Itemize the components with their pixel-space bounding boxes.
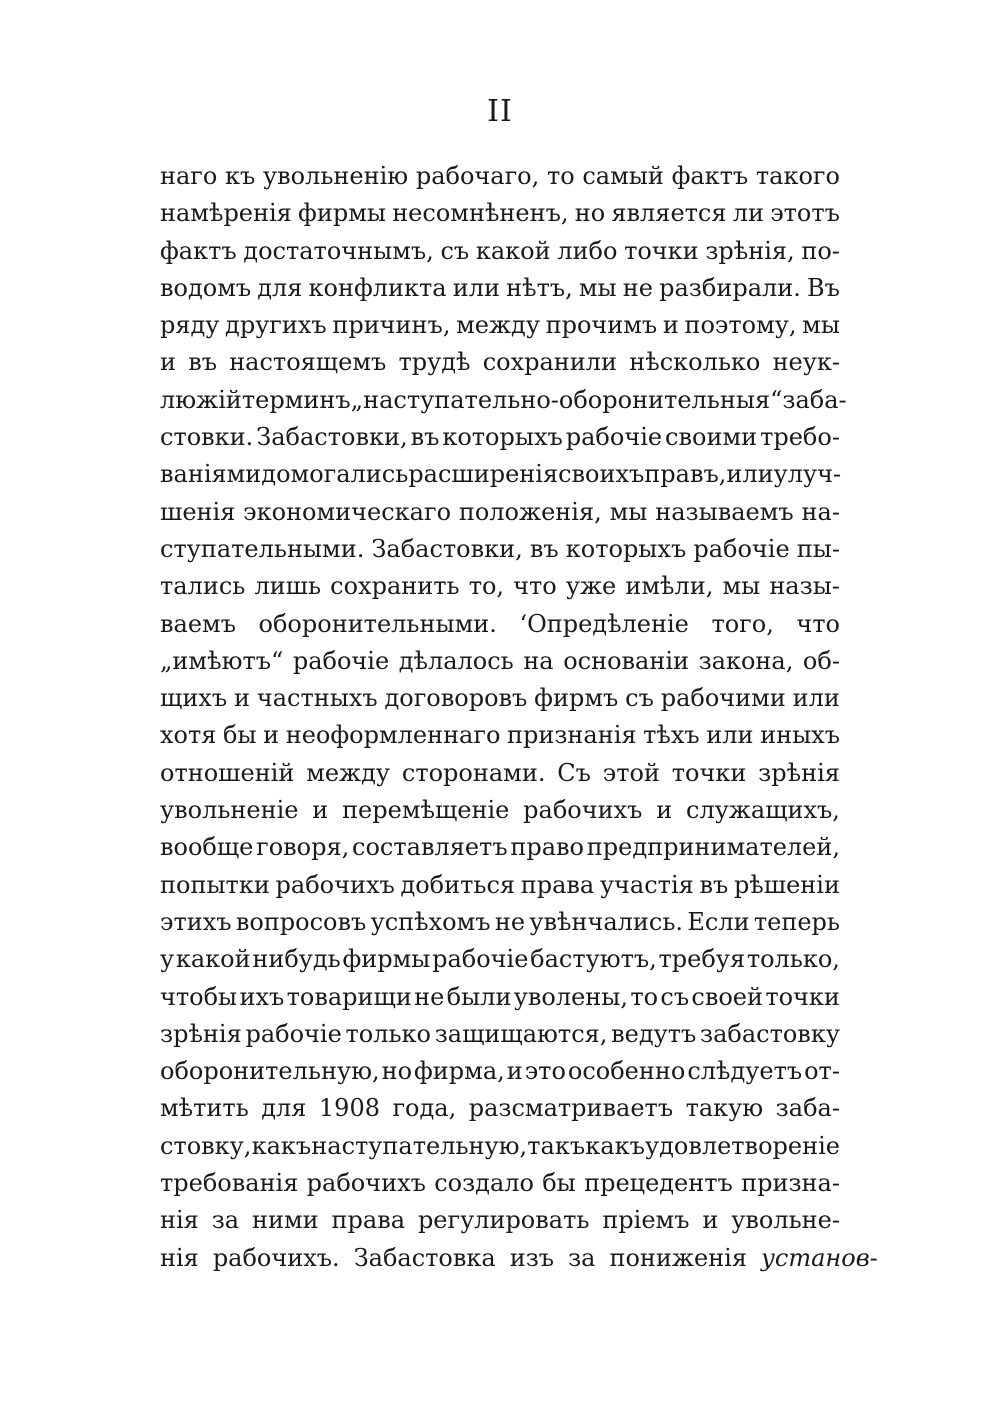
word: между [456, 311, 540, 340]
word: зрѣнія [758, 758, 840, 787]
word: фирмы [298, 199, 386, 228]
word: говоря, [256, 833, 350, 862]
word: съ [440, 236, 470, 265]
word: оборонительными. [258, 609, 497, 638]
word: какъ [585, 1131, 645, 1160]
word: попытки [160, 870, 270, 899]
word: фактъ [160, 236, 237, 265]
word: права [520, 870, 595, 899]
word: прецедентъ [584, 1169, 733, 1198]
word: ними [252, 1206, 319, 1235]
word: года, [392, 1094, 457, 1123]
word: Забастовка [353, 1243, 496, 1272]
word: самый [582, 162, 664, 190]
word: этихъ [160, 907, 232, 936]
text-line [160, 941, 840, 978]
word: прочимъ [545, 311, 658, 340]
word: стовки. [160, 423, 254, 452]
text-line [160, 1128, 840, 1165]
word: товарищи [286, 982, 412, 1011]
word: рабочими [660, 684, 786, 713]
text-line [160, 568, 840, 605]
word: люжій [160, 385, 242, 414]
word: Если [687, 907, 750, 936]
word: наступательную, [311, 1131, 528, 1160]
word: которыхъ [442, 423, 563, 452]
word: для [261, 1094, 307, 1123]
text-line [160, 307, 840, 344]
word: мы [802, 311, 840, 340]
word: нія [160, 1206, 199, 1235]
word: своими [665, 423, 758, 452]
word: бы [222, 721, 257, 750]
word: то [546, 162, 575, 190]
word: ʻОпредѣленіе [519, 609, 689, 638]
word: или [792, 684, 840, 713]
word: служащихъ, [686, 796, 840, 825]
word: причинъ, [332, 311, 451, 340]
word: рѣшеніи [733, 870, 840, 899]
word: пониженія [609, 1243, 747, 1272]
word: и [702, 1206, 719, 1235]
word: положенія, [458, 497, 602, 526]
text-line [160, 755, 840, 792]
word: слѣдуетъ [687, 1057, 803, 1086]
word: зрѣнія, [705, 236, 795, 265]
word: сторонами. [401, 758, 546, 787]
word: рабочіе [432, 945, 529, 974]
text-line [160, 494, 840, 531]
text-line [160, 1053, 840, 1090]
word: расширенія [408, 460, 559, 489]
word: въ [529, 534, 559, 563]
word: намѣренія [160, 199, 292, 228]
word: фактъ [671, 162, 749, 190]
word: мы [722, 572, 761, 601]
word: ведутъ [611, 1019, 697, 1048]
word: или [452, 273, 500, 302]
text-line [160, 717, 840, 754]
word: домогались [261, 460, 409, 489]
word: требуя [658, 945, 746, 974]
word: поэтому, [684, 311, 797, 340]
word: но [381, 1057, 413, 1086]
word: не [622, 273, 653, 302]
word: только, [746, 945, 840, 974]
word: какой [475, 236, 551, 265]
word: увольненію [262, 162, 409, 190]
word: бы [542, 1169, 576, 1198]
word: сохранить [330, 572, 460, 601]
word: точки [765, 982, 840, 1011]
word: то [630, 982, 659, 1011]
word: либо [557, 236, 618, 265]
word: закона, [698, 646, 794, 675]
word: были [446, 982, 512, 1011]
word: от- [804, 1057, 840, 1086]
text-line [160, 1165, 840, 1202]
word: настоящемъ [229, 348, 387, 377]
word: къ [225, 162, 256, 190]
body-text [160, 158, 878, 1277]
word: ряду [160, 311, 220, 340]
word: съ [625, 684, 654, 713]
text-line [160, 643, 840, 680]
word: призна- [741, 1169, 840, 1198]
word: что [513, 572, 557, 601]
word: заба- [782, 385, 847, 414]
word: за [568, 1243, 596, 1272]
word: об- [802, 646, 840, 675]
word: рабочіе [245, 1019, 342, 1048]
word: ли [732, 199, 764, 228]
word: этой [602, 758, 660, 787]
word: рабочіе [565, 423, 663, 452]
word: и [312, 796, 329, 825]
word: Съ [557, 758, 591, 787]
word: въ [410, 423, 440, 452]
word: удовлетвореніе [644, 1131, 840, 1160]
text-line [160, 195, 840, 232]
word: ступательными. [160, 534, 365, 563]
word: своей [691, 982, 764, 1011]
word: теперь [753, 907, 840, 936]
word: стовку, [160, 1131, 252, 1160]
word: терминъ [241, 385, 351, 414]
word: „наступательно-оборонительныя“ [350, 385, 783, 414]
word: улуч- [773, 460, 842, 489]
word: для [257, 273, 303, 302]
word: предпринимателей, [586, 833, 840, 862]
word: право [510, 833, 585, 862]
word: нѣсколько [629, 348, 761, 377]
word: рабочіе [693, 534, 790, 563]
word: увольненіе [160, 796, 299, 825]
word: бастуютъ, [530, 945, 657, 974]
word: вообще [160, 833, 254, 862]
word: вопросовъ [235, 907, 367, 936]
word: точки [671, 758, 747, 787]
word: лишь [254, 572, 322, 601]
word: наго [160, 162, 218, 190]
word: рабочихъ [523, 796, 643, 825]
word: но [574, 199, 606, 228]
text-line [160, 904, 840, 941]
word: успѣхомъ [370, 907, 491, 936]
word: въ [188, 348, 217, 377]
word: требованія [160, 1169, 299, 1198]
word: мы [578, 273, 617, 302]
word: частныхъ [256, 684, 378, 713]
word: пріемъ [602, 1206, 690, 1235]
text-line [160, 270, 840, 307]
word: заба- [775, 1094, 840, 1123]
text-line [160, 979, 840, 1016]
word: достаточнымъ, [243, 236, 434, 265]
word: признанія [506, 721, 637, 750]
word: фирмы [342, 945, 431, 974]
word: или [726, 460, 774, 489]
word: уже [565, 572, 617, 601]
word: или [706, 721, 754, 750]
word: „имѣютъ“ [160, 646, 284, 675]
word: рабочихъ [275, 870, 395, 899]
word-italic: установ- [761, 1243, 878, 1272]
word: какъ [251, 1131, 312, 1160]
word: конфликта [308, 273, 447, 302]
word: на [523, 646, 554, 675]
word: другихъ [225, 311, 327, 340]
word: такого [755, 162, 840, 190]
text-line [160, 158, 840, 195]
word: экономическаго [243, 497, 452, 526]
word: неук- [772, 348, 840, 377]
word: ваніями [160, 460, 262, 489]
word: перемѣщеніе [342, 796, 510, 825]
word: фирмъ [534, 684, 619, 713]
word: чтобы [160, 982, 238, 1011]
word: такъ [527, 1131, 586, 1160]
text-line [160, 233, 840, 270]
word: увѣнчались. [529, 907, 684, 936]
word: правъ, [644, 460, 727, 489]
word: нія [160, 1243, 199, 1272]
word: требо- [760, 423, 840, 452]
word: за [211, 1206, 240, 1235]
text-line [160, 1016, 840, 1053]
word: создало [434, 1169, 534, 1198]
word: увольне- [731, 1206, 840, 1235]
text-line [160, 531, 840, 568]
text-line [160, 456, 840, 493]
word: рабочихъ [306, 1169, 426, 1198]
word: тѣхъ [643, 721, 700, 750]
word: основаніи [563, 646, 690, 675]
word: Въ [807, 273, 840, 302]
word: хотя [160, 721, 217, 750]
word: только [345, 1019, 431, 1048]
word: забастовку [699, 1019, 840, 1048]
word: рабочіе [292, 646, 390, 675]
word: участія [599, 870, 694, 899]
word: назы- [769, 572, 840, 601]
word: иныхъ [760, 721, 840, 750]
word: является [611, 199, 727, 228]
word: и [263, 721, 280, 750]
word: зрѣнія [160, 1019, 242, 1048]
word: ихъ [239, 982, 285, 1011]
word: изъ [509, 1243, 555, 1272]
text-line [160, 867, 840, 904]
text-line [160, 382, 847, 419]
word: своихъ [558, 460, 645, 489]
word: такую [685, 1094, 764, 1123]
word: называемъ [655, 497, 794, 526]
word: регулировать [417, 1206, 590, 1235]
word: которыхъ [565, 534, 687, 563]
word: ваемъ [160, 609, 236, 638]
word: составляетъ [352, 833, 508, 862]
word: это [524, 1057, 566, 1086]
word: рабочихъ. [212, 1243, 340, 1272]
word: не [414, 982, 445, 1011]
page-number: II [487, 94, 513, 129]
text-line-last [160, 1240, 878, 1277]
text-line [160, 344, 840, 381]
word: 1908 [318, 1094, 380, 1123]
text-line [160, 1090, 840, 1127]
text-line [160, 1202, 840, 1239]
word: фирма, [414, 1057, 505, 1086]
word: въ [699, 870, 729, 899]
word: особенно [567, 1057, 686, 1086]
word: щихъ [160, 684, 228, 713]
word: оборонительную, [160, 1057, 380, 1086]
word: и [160, 348, 176, 377]
word: пы- [796, 534, 840, 563]
word: и [656, 796, 673, 825]
word: шенія [160, 497, 236, 526]
word: не [494, 907, 526, 936]
word: мѣтить [160, 1094, 249, 1123]
word: то, [468, 572, 505, 601]
word: нѣтъ, [506, 273, 573, 302]
word: трудѣ [398, 348, 471, 377]
word: и [233, 684, 250, 713]
word: съ [660, 982, 690, 1011]
word: разбирали. [659, 273, 801, 302]
text-line [160, 606, 840, 643]
word: какой [175, 945, 251, 974]
word: дѣлалось [398, 646, 514, 675]
word: договоровъ [384, 684, 528, 713]
word: и [506, 1057, 523, 1086]
word: Забастовки, [256, 423, 408, 452]
word: Забастовки, [371, 534, 523, 563]
word: водомъ [160, 273, 252, 302]
word: неоформленнаго [285, 721, 501, 750]
word: рабочаго, [415, 162, 540, 190]
word: сохранили [482, 348, 618, 377]
word: нибудь [252, 945, 341, 974]
word: тались [160, 572, 246, 601]
word: имѣли, [625, 572, 714, 601]
text-line [160, 680, 840, 717]
word: что [796, 609, 840, 638]
word: того, [711, 609, 774, 638]
word: мы [609, 497, 648, 526]
word: несомнѣненъ, [392, 199, 569, 228]
text-line [160, 829, 840, 866]
word: точки [624, 236, 699, 265]
word: права [331, 1206, 406, 1235]
word: у [160, 945, 175, 974]
text-line [160, 419, 840, 456]
word: на- [801, 497, 840, 526]
word: этотъ [770, 199, 840, 228]
word: и [662, 311, 679, 340]
word: защищаются, [434, 1019, 608, 1048]
word: разсматриваетъ [468, 1094, 674, 1123]
word: по- [801, 236, 840, 265]
word: уволены, [513, 982, 629, 1011]
word: между [306, 758, 391, 787]
word: добиться [400, 870, 516, 899]
text-line [160, 792, 840, 829]
word: отношеній [160, 758, 295, 787]
